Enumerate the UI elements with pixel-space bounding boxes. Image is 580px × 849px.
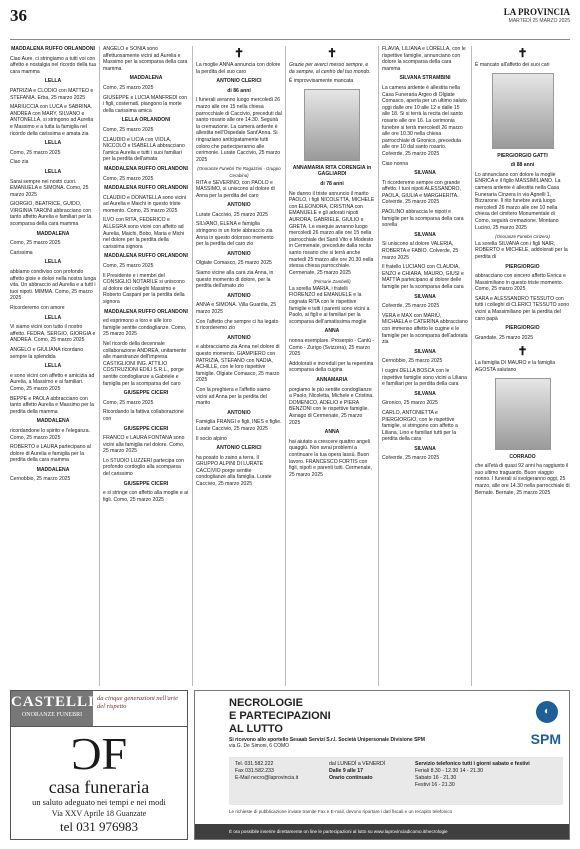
notice-text: ROBERTO e LAURA partecipano al dolore di Aurelia e famiglia per la perdita della cara mamma [10,444,91,464]
notice-text: Con l'affetto che sempre ci ha legato ti ricorderemo zio [196,318,279,332]
notice-text: Cernobbio, 25 marzo 2025 [10,476,71,483]
notice-text: Famiglia FRANGI e figli, INES e figlie. Lurate Caccivio, 25 marzo 2025 [196,419,282,432]
notice-text: hai aiutato a crescere quattro angeli quaggiù. Non avrai problemi a continuare la tua opera lassù. Buon lavoro. FRANCESCO FORTIS con figli, nipoti e parenti tutti. Cermenate, 25 marzo 2025 [289,438,372,478]
deceased-name: ANTONIO [227,334,251,341]
spm-contact-bar: Tel. 031.582.222 Fax 031.582.233 E-Mail necro@laprovincia.it dal LUNEDÌ a VENERDÌ Dalle 9 alle 17 Orario continuato Servizio telefonico tutti i giorni sabato e festivi Feriali 8.30 - 12.30 14 - 21.30 Sabato 16 - 21.30 Festivi 16 - 21.30 [229,757,563,805]
castelli-ad [10,690,188,840]
notice-text: Olgiate Comasco, 25 marzo 2025 [196,260,272,267]
spm-phone[interactable]: Tel. 031.582.222 [235,761,274,767]
notice-text: La moglie ANNA annuncia con dolore la perdita del suo caro [196,62,281,75]
deceased-name: PIERGIORGIO [505,325,540,332]
notice-text: Como, 25 marzo 2025 [103,84,154,91]
notice-text: Colverde, 25 marzo 2025 [382,303,440,310]
notice-text: La famiglia DI MAURO e la famiglia AGOSTA salutano [475,360,556,374]
deceased-name: GIUSEPPE CICERI [123,425,169,432]
notice-text: FLAVIA, LILIANA e LORELLA, con le rispettive famiglie, annunciano con dolore la scomparsa della cara mamma [382,46,466,72]
notice-text: La sorella SILVANA con i figli NAIR, ROBERTO e MICHELE, addolorati per la perdita di [475,240,568,260]
notice-text: abbiamo condiviso con profondo affetto gioie e dolori nella nostra lunga vita. Un abbraccio ad Aurelia e a tutti i tuoi nipoti. MIMMA. Como, 25 marzo 2025 [10,269,96,302]
deceased-name: SILVANA [414,390,436,397]
cross-icon: ✝ [326,46,338,60]
notice-text: SILVANO, ELENA e famiglia stringono in un forte abbraccio zia Anna in questo doloroso momento per la perdita del caro zio [196,221,274,248]
spm-title: NECROLOGIE E PARTECIPAZIONI AL LUTTO [229,697,331,735]
spm-ad [194,690,570,840]
column-divider [99,46,100,686]
notice-text: Cernobbio, 25 marzo 2025 [382,358,443,365]
notice-text: VERA e MAX con MARIÙ, MICHAELA e CATERINA abbracciano con immenso affetto le cugine e le famiglie per la scomparsa dell'adorata zia [382,312,468,346]
notice-text: e abbracciamo zia Anna nel dolore di questo momento. GIAMPIERO con PATRIZIA, STEFANO con NADIA, ACHILLE, con le loro rispettive famiglie. Olgiate Comasco, 25 marzo 2025 [196,344,280,384]
age-line: di 78 anni [320,180,344,187]
deceased-name: MADDALENA [129,75,163,82]
notice-text: Gironico, 25 marzo 2025 [382,400,438,407]
page-header [10,0,570,40]
notice-text: CLAUDIO e DONATELLA sono vicini ad Aurelia e Maichi in questo triste momento. Como, 25 marzo 2025 [103,194,187,214]
notice-text: CLAUDIO e LICIA con VIOLA, NICCOLÒ e ISABELLA abbracciano l'amica Aurelia e tutti i suoi familiari per la perdita dell'amata [103,136,185,163]
notice-text: La sorella MARIA, i fratelli FIORENZO ed EMANUELE e la cognata RITA con le rispettive famiglie e tutti i parenti sono vicini a Paolo, ai figli e ai familiari per la scomparsa dell'amatissima moglie [289,285,370,325]
notice-text: Carissima [10,249,33,256]
newspaper-name: LA PROVINCIA [503,7,570,17]
spm-logo: ◐SPM [509,697,561,725]
notice-text: Il socio alpino [196,435,227,442]
column-3 [196,46,282,686]
notice-text: I cugini DELLA BOSCA con le rispettive famiglie sono vicini a Liliana e familiari per la perdita della cara [382,367,467,388]
notice-text: ANNA e SIMONA. Villa Guardia, 25 marzo 2025 [196,302,277,315]
deceased-name: MADDALENA [36,418,70,425]
notice-text: Con la preghiera e l'affetto siamo vicini ad Anna per la perdita del marito [196,386,271,407]
notice-text: La camera ardente è allestita nella Casa Funeraria Argeo di Olgiate Comasco, aperta per un ultimo saluto oggi dalle ore 10 alle 12 e dalle 15 alle 18. Si si terrà la recita del santo rosario alle ore 16. La cerimonia funebre si terrà mercoledì 26 marzo alle ore 10.30 nella chiesa parrocchiale di Gironico, preceduta alle ore 10 dal santo rosario. Colverde, 25 marzo 2025 [382,84,467,157]
castelli-logo [11,691,93,726]
deceased-name: GIUSEPPE CICERI [123,390,169,397]
notice-text: Lurate Caccivio, 25 marzo 2025 [196,211,268,218]
epigraph: Grazie per averci messo sempre, e da sempre, al centro del tuo mondo. [289,62,371,75]
deceased-name: CORRADO [509,453,536,460]
notice-text: BEPPE e PAOLA abbracciano con tanto affetto Aurelia e Massimo per la perdita della mamma [10,395,94,415]
notice-text: Ciao nonna [382,160,409,167]
column-divider [378,46,379,686]
deceased-name: SILVANA [414,170,436,177]
notice-text: GIORGIO, BEATRICE, GUIDO, VIRGINIA TARONI abbracciano con tanto affetto Aurelia e familiari per la scomparsa della cara mamma [10,201,92,228]
deceased-name: SILVANA [414,231,436,238]
notice-text: Como, 25 marzo 2025 [103,263,154,270]
issue-date: MARTEDÌ 25 MARZO 2025 [508,18,570,24]
cross-icon: ✝ [517,46,528,60]
castelli-monogram: ƆF [70,728,128,779]
deceased-name: LELLA [44,168,62,175]
castelli-address: Via XXV Aprile 18 Guanzate [51,809,147,818]
age-line: di 88 anni [510,162,535,169]
notice-text: Ti ricorderemo sempre con grande affetto. I tuoi nipoti ALESSANDRO, PAOLA, GIULIA e MARGHERITA. Colverde, 25 marzo 2025 [382,179,461,206]
notice-text: Colverde, 25 marzo 2025 [382,455,440,462]
notice-text: ed esprimono a loro e alle loro famiglie sentite condoglianze. Como, 25 marzo 2025 [103,318,187,338]
age-line: di 86 anni [227,87,251,94]
notice-text: Lo annunciano con dolore la moglie ENRICA e il figlio MASSIMILIANO. La camera ardente è allestita nella Casa Funeraria Cinzera in via Agnelli 1, Bizzarone. Il rito funebre avrà luogo mercoledì 26 marzo alle ore 10 nella chiesa del cimitero Monumentale di Como, seguirà cremazione. Montano Lucino, 25 marzo 2025 [475,171,561,231]
notice-text: porgiamo le più sentite condoglianze a Paolo, Nicoletta, Michele e Cristina. DOMENICO, ADELIO e PIERA BENZONI con le rispettive famiglie. Asnago di Cermenate, 25 marzo 2025 [289,386,374,426]
column-5 [382,46,468,686]
notice-text: Il fratello LUCIANO con CLAUDIA, ENZO e CHIARA, MAURO, GIUSI e MATTIA partecipano al dolore delle famiglie per la scomparsa della cara [382,264,464,290]
notice-text: RITA e SEVERINO, con PAOLO e MASSIMO, si uniscono al dolore di Anna per la perdita del caro [196,179,275,199]
notice-text: ha posato lo zaino a terra. Il GRUPPO ALPINI DI LURATE CACCIVIO porge sentite condoglianze alla famiglia. Lurate Caccivio, 25 marzo 2025 [196,454,272,488]
funeral-home-credit: (Onoranze Funebri Cinzera) [495,234,550,240]
deceased-name: MADDALENA RUFFO ORLANDONI [104,308,188,315]
notice-text: ANGELO e GIULIANA ricordano sempre la splendida [10,346,84,360]
deceased-name: SILVANA [414,348,436,355]
deceased-name: ANNAMARIA [316,377,348,383]
deceased-name: ANTONIO [227,409,251,416]
castelli-tagline: da cinque generazioni nell'arte del rispetto [97,695,178,710]
deceased-name: ANNA [324,328,340,335]
spm-icon: ◐ [536,701,558,723]
castelli-title: casa funeraria [48,777,150,797]
notice-text: SARA e ALESSANDRO TESSUTO con tutti i colleghi di CLERICI TESSUTO sono vicini a Massimiliano per la perdita del caro papà [475,295,570,322]
castelli-phone: tel 031 976983 [60,819,138,834]
notice-text: Como, 25 marzo 2025 [10,149,61,156]
photo-piergiorgio [492,73,554,149]
notice-text: FRANCO e LAURA FONTANA sono vicini alla famiglia nel dolore. Como, 25 marzo 2025 [103,435,185,455]
notice-text: Nel ricordo della decennale collaborazione ANDREA, unitamente alle maestranze dell'impresa CASTIGLIONI ING. ATTILIO COSTRUZIONI EDILI S.R.L., porge sentite condoglianze a Gabriele e famiglia per la scomparsa del caro [103,340,187,387]
notice-text: Il Presidente e i membri del CONSIGLIO NOTARILE si uniscono al dolore dei colleghi Massimo e Roberto Caspani per la perdita della signora [103,272,185,305]
notice-text: abbracciano con sincero affetto Enrica e Massimiliano in questo triste momento. Como, 25 marzo 2025 [475,273,566,293]
deceased-name: SILVANA [414,293,436,300]
column-1 [10,46,96,686]
notice-text: PATRIZIA e CLODIO con MATTEO e STEFANIA. Erba, 25 marzo 2025 [10,87,94,101]
deceased-name: ANNAMARIA RITA CORENGIA in GAGLIARDI [292,164,372,178]
deceased-name: ANNA [324,429,340,436]
castelli-name: CASTELLI [11,694,95,710]
notice-text: ANGELO e SONIA sono affettuosamente vicini ad Aurelia e Massimo per la scomparsa della cara mamma [103,46,188,72]
notice-text: Como, 25 marzo 2025 [103,175,154,182]
notice-text: Ricorderemo con amore [10,305,65,311]
notice-text: Como, 25 marzo 2025 [103,399,154,406]
notice-text: Como, 25 marzo 2025 [103,126,154,133]
deceased-name: SILVANA STRAMBINI [399,75,451,82]
deceased-name: GIUSEPPE CICERI [123,480,169,487]
deceased-name: MADDALENA RUFFO ORLANDONI [104,165,188,172]
column-2 [103,46,189,686]
deceased-name: ANTONIO CLERICI [216,445,262,452]
cross-icon: ✝ [233,46,245,60]
deceased-name: LELLA ORLANDONI [121,117,171,124]
deceased-name: PIERGIORGIO GATTI [497,152,548,159]
deceased-name: LELLA [44,78,62,85]
deceased-name: MADDALENA RUFFO ORLANDONI [11,46,95,52]
photo-annamaria [304,89,360,161]
deceased-name: ANTONIO [227,250,251,257]
notice-text: e sono vicini con affetto e amicizia ad Aurelia, a Massimo e ai familiari. Como, 25 marzo 2025 [10,372,95,392]
deceased-name: MADDALENA RUFFO ORLANDONI [104,185,188,192]
notice-text: Como, 25 marzo 2025 [10,240,61,247]
notice-text: GIUSEPPE e LUCIA MANFREDI con i figli, costernati, piangono la morte della carissima amica [103,94,188,114]
deceased-name: MADDALENA [36,466,70,473]
notice-text: nonna esemplare. Proserpio - Cantù - Como - Zurigo (Svizzera), 25 marzo 2025 [289,338,375,358]
page-number: 36 [10,6,27,25]
notice-text: Lo STUDIO LUZZERI partecipa con profondo cordoglio alla scomparsa del carissimo [103,457,184,478]
notice-text: Vi siamo vicini con tutto il nostro affetto. FEDRA, SERGIO, GIORGIA e ANDREA. Como, 25 marzo 2025 [10,324,96,344]
column-divider [285,46,286,686]
deceased-name: ANTONIO [227,202,251,209]
deceased-name: LELLA [44,259,62,266]
notice-text: ILVO con RITA, FEDERICO e ALLEGRA sono vicini con affetto ad Aurelia, Maichi, Bobo, Maria e Michi nel dolore per la perdita della carissima signora [103,217,185,250]
deceased-name: ANTONIO [227,292,251,299]
notice-text: Si uniscono al dolore VALERIA, ROBERTA e FABIO. Colverde, 25 marzo 2025 [382,241,459,261]
deceased-name: LELLA [44,314,62,321]
notice-text: Ciao zia [10,159,29,166]
castelli-sub: ONORANZE FUNEBRI [21,712,83,718]
spm-info: Si ricevono allo sportello Sesaab Servizi S.r.l. Società Unipersonale Divisione SPM via G. De Simoni, 6 COMO [229,737,425,750]
column-divider [471,46,472,686]
cross-icon: ✝ [517,344,528,359]
column-6 [475,46,570,686]
funeral-home-credit: (Onoranze Funebri Tre Ragazzini - Gruppo Cerabino) [197,166,281,178]
notice-text: che all'età di quasi 92 anni ha raggiunto il suo ultimo traguardo. Buon viaggio nonno. I funerali si svolgeranno oggi, 25 marzo, alle ore 14.30 nella parrocchiale di Bernate. Bernate, 25 marzo 2025 [475,463,570,496]
deceased-name: ANTONIO CLERICI [216,78,262,85]
notice-text: Addolorati e increduli per la repentina scomparsa della cugina [289,360,374,374]
deceased-name: LELLA [44,363,62,370]
notice-text: Ricordando la fattiva collaborazione con [103,409,184,422]
notice-text: Ciao Aure, ci stringiamo a tutti voi con affetto e nostalgia nel ricordo della tua cara mamma [10,55,96,75]
notice-text: MARIUCCIA con LUCA e SABRINA, ANDREA con MARY, SILVANO e ANTONELLA, si stringono ad Aurelia e Massimo e a tutta la famiglia nel ricordo della carissima e amata zia [10,104,94,137]
photo-corrado [495,378,551,450]
notice-text: e si stringe con affetto alla moglie e ai figli. Como, 25 marzo 2025 [103,490,189,503]
spm-footer-link[interactable]: È ora possibile inserire direttamente on line le partecipazioni al lutto su www.laprovinciadicomo.it/necrologie [195,824,569,839]
spm-email[interactable]: E-Mail necro@laprovincia.it [235,775,299,781]
notice-text: ricordandone lo spirito e l'eleganza. Como, 25 marzo 2025 [10,427,90,441]
notice-text: Sarai sempre nei nostri cuori. EMANUELA e SIMONA. Como, 25 marzo 2025 [10,178,89,198]
notice-text: È mancato all'affetto dei suoi cari [475,62,550,68]
notice-text: È improvvisamente mancata [289,78,354,85]
deceased-name: LELLA [44,140,62,147]
deceased-name: PIERGIORGIO [505,263,540,270]
spm-note: Le richieste di pubblicazione inviate tramite Fax e E-mail, devono riportare i dati fiscali e un recapito telefonico [229,809,453,814]
deceased-name: MADDALENA [36,230,70,237]
spm-fax: Fax 031.582.233 [235,768,274,774]
column-divider [192,46,193,686]
deceased-name: MADDALENA RUFFO ORLANDONI [104,253,188,260]
castelli-motto: un saluto adeguato nei tempi e nei modi [32,798,166,807]
deceased-name: SILVANA [414,445,436,452]
notice-text: CARLO, ANTONIETTA e PIERGIORGIO, con le rispettive famiglie, si stringono con affetto a Liliana, Lino e familiari tutti per la perdita della cara [382,409,458,443]
notice-text: Grandate, 25 marzo 2025 [475,334,534,341]
notice-text: I funerali avranno luogo mercoledì 26 marzo alle ore 15 nella chiesa parrocchiale di Cacciviо, preceduti dal santo rosario alle ore 14.30. Seguirà la cremazione. La camera ardente è allestita nell'Ospedale Sant'Anna. Si ringraziano anticipatamente tutti coloro che parteciperanno alle cerimonie. Lurate Caccivio, 25 marzo 2025 [196,97,282,163]
column-4 [289,46,375,686]
notice-text: PAOLINO abbraccia le nipoti e famiglie per la scomparsa della cara sorella [382,209,464,229]
notice-text: Siamo vicine alla cara zia Anna, in questo momento di dolore, per la perdita dell'amato zio [196,270,274,290]
notice-text: Ne danno il triste annuncio il marito PAOLO, i figli NICOLETTA, MICHELE con ELEONORA, CRISTINA con EMANUELE e gli adorati nipoti AURORA, GABRIELE, GIULIO e GRETA. Le esequie avranno luogo mercoledì 26 marzo alle ore 15 nella parrocchiale dei Santi Vito e Modesto in Cermenate, precedute dalla recita santo rosario che si terrà anche martedì 25 marzo alle ore 20.30 nella stessa chiesa parrocchiale. Cermenate, 25 marzo 2025 [289,190,375,276]
funeral-home-credit: (Primarie Zambelli) [313,279,351,285]
